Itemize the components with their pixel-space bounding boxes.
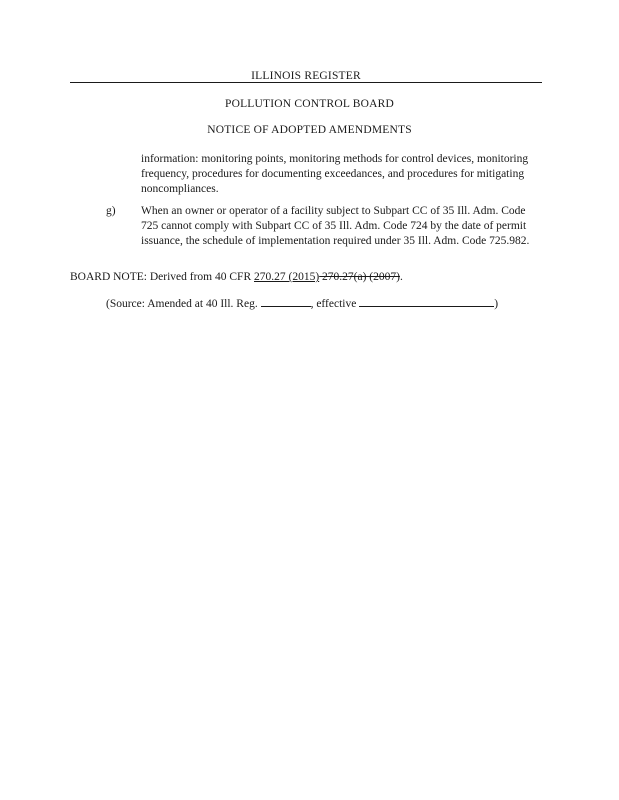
board-note-deleted-text: 270.27(a) (2007) bbox=[319, 271, 400, 283]
board-note-suffix: . bbox=[399, 271, 403, 283]
notice-title: NOTICE OF ADOPTED AMENDMENTS bbox=[207, 124, 412, 136]
board-note-prefix: BOARD NOTE: Derived from 40 CFR bbox=[70, 271, 254, 283]
item-g-label: g) bbox=[106, 205, 116, 217]
source-suffix: ) bbox=[494, 298, 499, 310]
register-title: ILLINOIS REGISTER bbox=[251, 70, 361, 82]
item-g-paragraph: When an owner or operator of a facility subject to Subpart CC of 35 Ill. Adm. Code 725 cannot comply with Subpart CC of 35 Ill. Adm. Code 724 by the date of permit issuance, the schedule of implementation required under 35 Ill. Adm. Code 725.982. bbox=[141, 205, 530, 247]
effective-date-blank bbox=[359, 296, 494, 307]
source-middle: , effective bbox=[310, 298, 360, 310]
header-rule bbox=[70, 82, 542, 83]
source-note bbox=[106, 296, 498, 312]
continuation-paragraph: information: monitoring points, monitoring methods for control devices, monitoring frequency, procedures for documenting exceedances, and procedures for mitigating noncompliances. bbox=[141, 153, 529, 195]
register-number-blank bbox=[261, 296, 311, 307]
source-prefix: (Source: Amended at 40 Ill. Reg. bbox=[106, 298, 261, 310]
board-note-added-text: 270.27 (2015) bbox=[254, 271, 320, 283]
board-name: POLLUTION CONTROL BOARD bbox=[224, 98, 394, 110]
board-note bbox=[70, 270, 403, 285]
